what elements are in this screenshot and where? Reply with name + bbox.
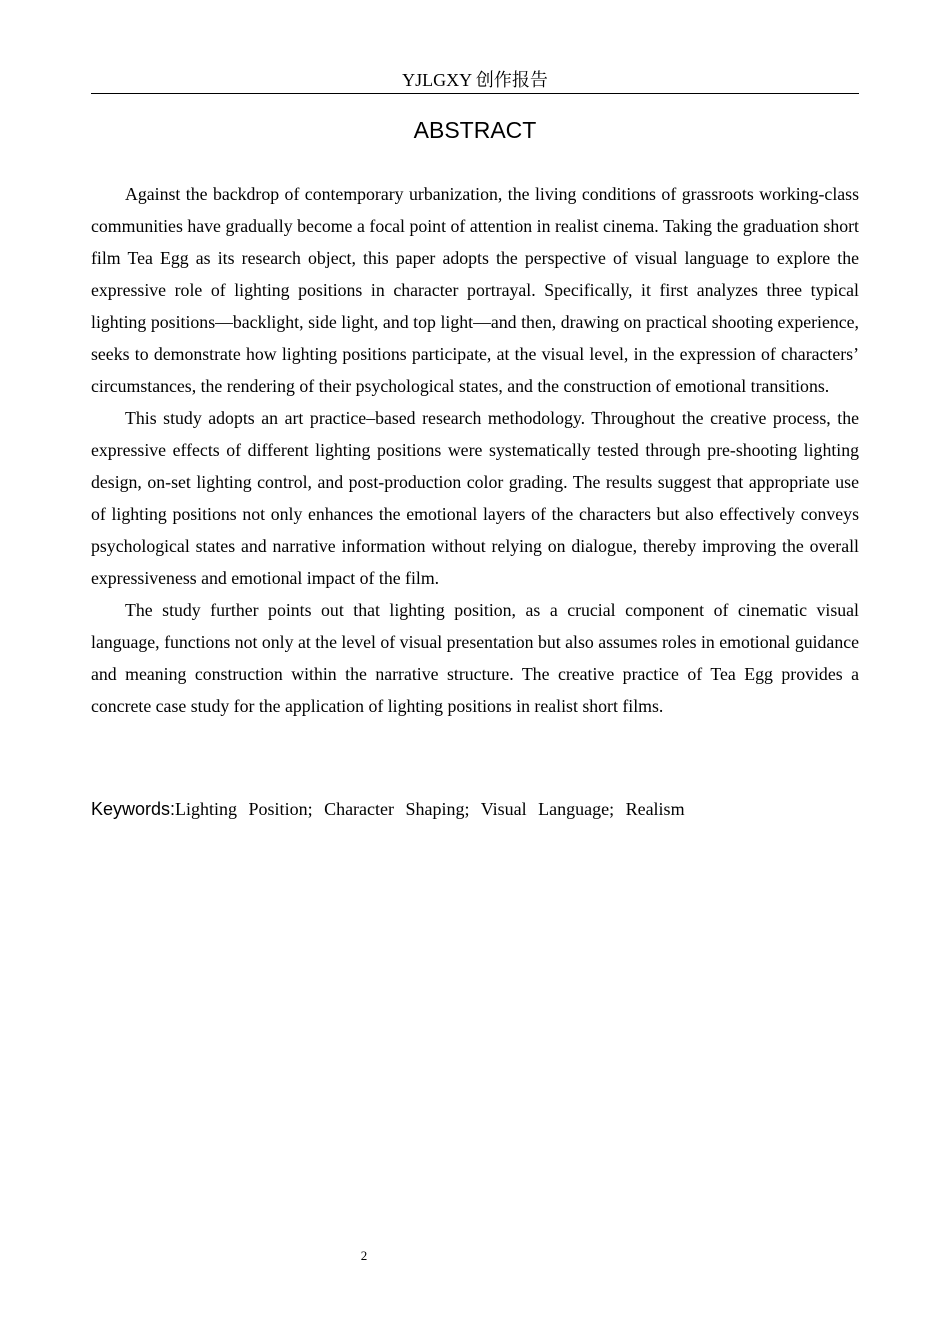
keywords-list: Lighting Position; Character Shaping; Visual Language; Realism — [175, 799, 685, 819]
abstract-paragraph-1: Against the backdrop of contemporary urbanization, the living conditions of grassroots working-class communities have gradually become a focal point of attention in realist cinema. Taking the graduation short film Tea Egg as its research object, this paper adopts the perspective of visual language to explore the expressive role of lighting positions in character portrayal. Specifically, it first analyzes three typical lighting positions—backlight, side light, and top light—and then, drawing on practical shooting experience, seeks to demonstrate how lighting positions participate, at the visual level, in the expression of characters’ circumstances, the rendering of their psychological states, and the construction of emotional transitions. — [91, 184, 859, 396]
abstract-paragraph-2: This study adopts an art practice–based research methodology. Throughout the creative process, the expressive effects of different lighting positions were systematically tested through pre-shooting lighting design, on-set lighting control, and post-production color grading. The results suggest that appropriate use of lighting positions not only enhances the emotional layers of the characters but also effectively conveys psychological states and narrative information without relying on dialogue, thereby improving the overall expressiveness and emotional impact of the film. — [91, 408, 859, 588]
abstract-title: ABSTRACT — [413, 117, 537, 143]
page-number: 2 — [360, 1248, 368, 1263]
abstract-paragraph-3: The study further points out that lighting position, as a crucial component of cinematic visual language, functions not only at the level of visual presentation but also assumes roles in emotional guidance and meaning construction within the narrative structure. The creative practice of Tea Egg provides a concrete case study for the application of lighting positions in realist short films. — [91, 600, 859, 716]
keywords-label: Keywords: — [91, 799, 176, 819]
keywords-line — [91, 795, 859, 825]
abstract-body — [91, 178, 859, 722]
running-header: YJLGXY 创作报告 — [402, 70, 548, 90]
header-rule — [91, 93, 859, 94]
